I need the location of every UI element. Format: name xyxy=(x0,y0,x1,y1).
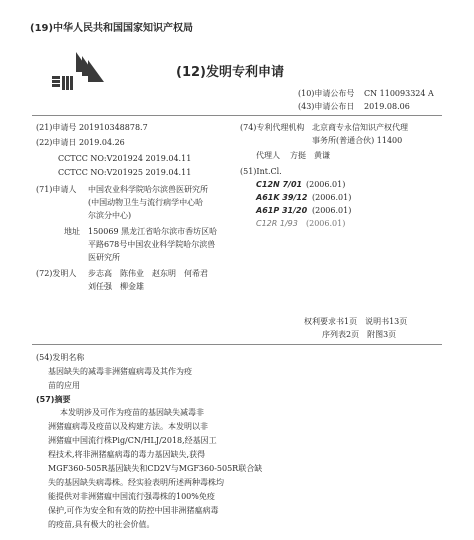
cnipa-logo-icon xyxy=(46,46,110,102)
page-counts: 权利要求书1页 说明书13页 xyxy=(304,317,408,326)
abstract-line: MGF360-505R基因缺失和CD2V与MGF360-505R联合缺 xyxy=(48,464,263,473)
agency-label: (74)专利代理机构 xyxy=(240,123,305,132)
application-number: (21)申请号 201910348878.7 xyxy=(36,123,148,132)
applicant-line: 中国农业科学院哈尔滨兽医研究所 xyxy=(88,185,208,194)
applicant-line: (中国动物卫生与流行病学中心哈 xyxy=(88,198,204,207)
deposit-line: CCTCC NO:V201925 2019.04.11 xyxy=(58,168,192,177)
intcl-date: (2006.01) xyxy=(312,206,352,215)
application-date: (22)申请日 2019.04.26 xyxy=(36,138,125,147)
abstract-line: 程技术,将非洲猪瘟病毒的毒力基因缺失,获得 xyxy=(48,450,206,459)
invention-title-line: 苗的应用 xyxy=(48,381,80,390)
intcl-date: (2006.01) xyxy=(306,180,346,189)
page-counts: 序列表2页 附图3页 xyxy=(322,330,397,339)
agent-names: 方挺 黄谦 xyxy=(290,151,330,160)
abstract-label: (57)摘要 xyxy=(36,395,71,404)
abstract-line: 能提供对非洲猪瘟中国流行强毒株的100%免疫 xyxy=(48,492,215,501)
intcl-label: (51)Int.Cl. xyxy=(240,167,282,176)
address-line: 150069 黑龙江省哈尔滨市香坊区哈 xyxy=(88,227,218,236)
intcl-code: A61P 31/20 xyxy=(256,206,308,215)
inventor-line: 刘任强 柳金雄 xyxy=(88,282,144,291)
abstract-line: 失的基因缺失病毒株。经实验表明所述两种毒株均 xyxy=(48,478,224,487)
abstract-line: 的疫苗,具有极大的社会价值。 xyxy=(48,520,155,529)
inventor-label: (72)发明人 xyxy=(36,269,77,278)
abstract-line: 本发明涉及可作为疫苗的基因缺失减毒非 xyxy=(60,408,204,417)
abstract-line: 保护,可作为安全和有效的防控中国非洲猪瘟病毒 xyxy=(48,506,219,515)
intcl-code: A61K 39/12 xyxy=(256,193,308,202)
agency-line: 事务所(普通合伙) 11400 xyxy=(312,136,403,145)
inventor-line: 步志高 陈伟业 赵东明 何希君 xyxy=(88,269,208,278)
abstract-line: 洲猪瘟病毒及疫苗以及构建方法。本发明以非 xyxy=(48,422,208,431)
agency-line: 北京商专永信知识产权代理 xyxy=(312,123,408,132)
document-type: (12)发明专利申请 xyxy=(176,65,284,80)
intcl-date: (2006.01) xyxy=(312,193,352,202)
applicant-label: (71)申请人 xyxy=(36,185,77,194)
intcl-code: C12N 7/01 xyxy=(256,180,303,189)
publication-number-label: (10)申请公布号 xyxy=(298,89,355,98)
publication-number: CN 110093324 A xyxy=(364,89,434,98)
intcl-code: C12R 1/93 xyxy=(256,219,298,228)
invention-title-line: 基因缺失的减毒非洲猪瘟病毒及其作为疫 xyxy=(48,367,192,376)
intcl-date: (2006.01) xyxy=(306,219,346,228)
address-line: 平路678号中国农业科学院哈尔滨兽 xyxy=(88,240,216,249)
agent-label: 代理人 xyxy=(256,151,280,160)
address-label: 地址 xyxy=(64,227,80,236)
invention-title-label: (54)发明名称 xyxy=(36,353,85,362)
abstract-line: 洲猪瘟中国流行株Pig/CN/HLJ/2018,经基因工 xyxy=(48,436,217,445)
body-divider xyxy=(32,344,442,345)
header-divider xyxy=(32,115,442,116)
publication-date: 2019.08.06 xyxy=(364,102,410,111)
address-line: 医研究所 xyxy=(88,253,120,262)
applicant-line: 尔滨分中心) xyxy=(88,211,132,220)
deposit-line: CCTCC NO:V201924 2019.04.11 xyxy=(58,154,192,163)
office-title: (19)中华人民共和国国家知识产权局 xyxy=(30,23,194,34)
publication-date-label: (43)申请公布日 xyxy=(298,102,355,111)
